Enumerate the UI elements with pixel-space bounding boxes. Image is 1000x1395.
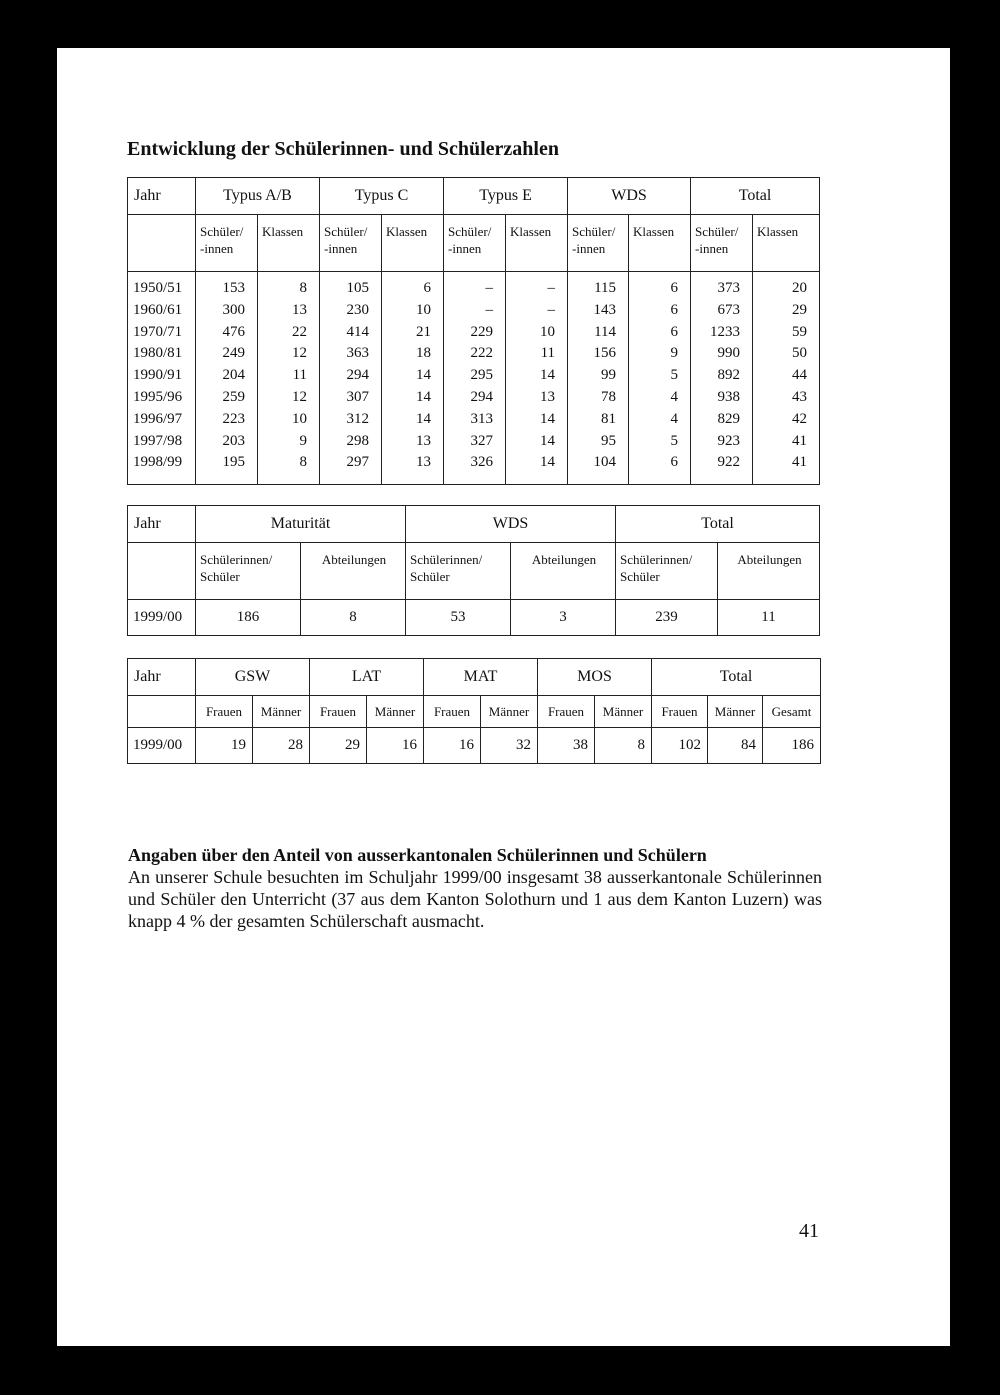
table-row [128, 728, 821, 764]
cell-value: 53 [406, 600, 511, 636]
cell-value: 476 [222, 323, 245, 340]
col-header-jahr: Jahr [128, 506, 196, 543]
cell-value: 44 [792, 367, 808, 384]
subheader-frauen: Frauen [310, 696, 367, 728]
cell-value: 222 [470, 345, 494, 362]
cell-value: 223 [222, 410, 245, 427]
cell-value: 104 [593, 454, 617, 471]
cell-value: 12 [292, 345, 308, 362]
col-header-wds: WDS [406, 506, 616, 543]
cell-value: 84 [708, 728, 763, 764]
cell-year: 1950/51 [133, 280, 183, 296]
cell-value: 18 [416, 345, 432, 362]
cell-value: 9 [299, 432, 308, 449]
subheader-abteilungen: Abteilungen [511, 543, 616, 600]
subheader-abteilungen: Abteilungen [718, 543, 820, 600]
cell-value: 81 [601, 410, 617, 427]
cell-value: 8 [301, 600, 406, 636]
subheader-maenner: Männer [481, 696, 538, 728]
col-header-typus-c: Typus C [320, 178, 444, 215]
cell-value: 29 [792, 301, 808, 318]
cell-value: 14 [416, 367, 432, 384]
subheader-frauen: Frauen [424, 696, 481, 728]
cell-value: 99 [601, 367, 617, 384]
cell-value: 297 [346, 454, 370, 471]
year-column [128, 272, 196, 485]
cell-value: 239 [616, 600, 718, 636]
cell-year: 1960/61 [133, 301, 183, 318]
cell-value: 6 [670, 280, 679, 296]
cell-value: 22 [292, 323, 308, 340]
cell-value: 414 [346, 323, 370, 340]
subheader-klassen: Klassen [258, 215, 320, 272]
cell-value: 143 [593, 301, 617, 318]
cell-value: 13 [292, 301, 308, 318]
cell-value: 204 [222, 367, 245, 384]
value-column [629, 272, 691, 485]
cell-value: 41 [792, 432, 808, 449]
page-number: 41 [799, 1220, 819, 1242]
cell-value: 21 [416, 323, 432, 340]
col-header-lat: LAT [310, 659, 424, 696]
cell-value: 14 [540, 432, 556, 449]
cell-value: – [547, 280, 556, 296]
col-header-mat: MAT [424, 659, 538, 696]
cell-value: 9 [670, 345, 679, 362]
cell-year: 1999/00 [128, 600, 196, 636]
cell-value: 203 [222, 432, 245, 449]
cell-value: 19 [196, 728, 253, 764]
cell-value: 892 [717, 367, 741, 384]
cell-value: 14 [540, 454, 556, 471]
cell-value: 95 [601, 432, 617, 449]
subheader-schueler: Schülerinnen/ Schüler [196, 543, 301, 600]
cell-value: – [485, 280, 494, 296]
section-title: Angaben über den Anteil von ausserkantonalen Schülerinnen und Schülern [128, 845, 707, 865]
cell-year: 1997/98 [133, 432, 183, 449]
cell-year: 1980/81 [133, 345, 183, 362]
value-column [506, 272, 568, 485]
cell-value: 11 [540, 345, 556, 362]
cell-year: 1990/91 [133, 367, 183, 384]
cell-value: 295 [470, 367, 494, 384]
subheader-frauen: Frauen [652, 696, 708, 728]
scan-mark [49, 970, 54, 980]
cell-value: 10 [292, 410, 308, 427]
cell-value: 32 [481, 728, 538, 764]
cell-value: 14 [540, 367, 556, 384]
cell-value: 938 [717, 388, 741, 405]
subheader-klassen: Klassen [629, 215, 691, 272]
subheader-schueler: Schüler/ -innen [444, 215, 506, 272]
col-header-mos: MOS [538, 659, 652, 696]
cell-value: 43 [792, 388, 808, 405]
cell-value: 78 [601, 388, 617, 405]
col-header-typus-e: Typus E [444, 178, 568, 215]
cell-value: 14 [416, 388, 432, 405]
cell-value: 11 [718, 600, 820, 636]
cell-value: 16 [424, 728, 481, 764]
value-column [568, 272, 629, 485]
page-title: Entwicklung der Schülerinnen- und Schülerzahlen [127, 138, 559, 160]
value-column [196, 272, 258, 485]
cell-value: 50 [792, 345, 808, 362]
table-body [128, 272, 820, 485]
cell-value: 186 [196, 600, 301, 636]
cell-value: 6 [670, 323, 679, 340]
col-header-typus-ab: Typus A/B [196, 178, 320, 215]
cell-value: 102 [652, 728, 708, 764]
cell-value: 326 [470, 454, 494, 471]
value-column [258, 272, 320, 485]
cell-value: 327 [470, 432, 494, 449]
cell-value: 990 [717, 345, 741, 362]
subheader-maenner: Männer [595, 696, 652, 728]
cell-value: 10 [416, 301, 432, 318]
subheader-maenner: Männer [708, 696, 763, 728]
scan-mark [50, 1052, 54, 1060]
table-student-development [127, 177, 820, 485]
cell-value: 10 [540, 323, 556, 340]
cell-value: 923 [717, 432, 741, 449]
cell-value: 313 [470, 410, 494, 427]
cell-value: 294 [346, 367, 370, 384]
section-foreign-students [128, 844, 822, 932]
cell-value: 153 [222, 280, 245, 296]
cell-year: 1995/96 [133, 388, 183, 405]
subheader-schueler: Schüler/ -innen [196, 215, 258, 272]
cell-value: 922 [717, 454, 741, 471]
value-column [382, 272, 444, 485]
cell-value: 41 [792, 454, 808, 471]
cell-value: 1233 [710, 323, 741, 340]
subheader-klassen: Klassen [506, 215, 568, 272]
cell-value: 307 [346, 388, 370, 405]
cell-value: 14 [416, 410, 432, 427]
cell-value: 13 [540, 388, 556, 405]
cell-value: 4 [670, 388, 679, 405]
cell-value: 230 [346, 301, 370, 318]
cell-value: 5 [670, 367, 679, 384]
cell-value: 186 [763, 728, 821, 764]
document-page [57, 48, 950, 1346]
cell-value: – [547, 301, 556, 318]
cell-year: 1999/00 [128, 728, 196, 764]
subheader-schueler: Schüler/ -innen [568, 215, 629, 272]
subheader-klassen: Klassen [382, 215, 444, 272]
cell-value: 14 [540, 410, 556, 427]
cell-value: 8 [299, 454, 308, 471]
subheader-schueler: Schülerinnen/ Schüler [406, 543, 511, 600]
cell-value: 29 [310, 728, 367, 764]
value-column [753, 272, 820, 485]
cell-value: 195 [222, 454, 245, 471]
table-row [128, 600, 820, 636]
table-subheader-row [128, 696, 821, 728]
col-header-jahr: Jahr [128, 659, 196, 696]
scan-mark [44, 990, 48, 1006]
table-maturitaet [127, 505, 820, 636]
cell-value: 8 [299, 280, 308, 296]
cell-year: 1998/99 [133, 454, 183, 471]
cell-value: 259 [222, 388, 245, 405]
cell-year: 1970/71 [133, 323, 183, 340]
cell-value: 13 [416, 454, 432, 471]
table-subheader-row [128, 543, 820, 600]
cell-value: 312 [346, 410, 370, 427]
cell-value: 6 [670, 454, 679, 471]
cell-value: 300 [222, 301, 245, 318]
cell-value: 4 [670, 410, 679, 427]
cell-value: 12 [292, 388, 308, 405]
value-column [444, 272, 506, 485]
subheader-klassen: Klassen [753, 215, 820, 272]
cell-value: 115 [594, 280, 617, 296]
value-column [320, 272, 382, 485]
col-header-total: Total [616, 506, 820, 543]
col-header-wds: WDS [568, 178, 691, 215]
cell-value: – [485, 301, 494, 318]
subheader-maenner: Männer [367, 696, 424, 728]
cell-value: 3 [511, 600, 616, 636]
col-header-total: Total [652, 659, 821, 696]
cell-value: 363 [346, 345, 370, 362]
cell-value: 829 [717, 410, 741, 427]
subheader-schueler: Schülerinnen/ Schüler [616, 543, 718, 600]
cell-year: 1996/97 [133, 410, 183, 427]
table-profiles [127, 658, 821, 764]
subheader-gesamt: Gesamt [763, 696, 821, 728]
subheader-schueler: Schüler/ -innen [691, 215, 753, 272]
col-header-jahr: Jahr [128, 178, 196, 215]
cell-value: 294 [470, 388, 494, 405]
cell-value: 105 [346, 280, 370, 296]
cell-value: 156 [593, 345, 617, 362]
cell-value: 16 [367, 728, 424, 764]
subheader-frauen: Frauen [196, 696, 253, 728]
col-header-total: Total [691, 178, 820, 215]
cell-value: 298 [346, 432, 370, 449]
cell-value: 673 [717, 301, 741, 318]
cell-value: 28 [253, 728, 310, 764]
cell-value: 6 [423, 280, 432, 296]
cell-value: 229 [470, 323, 494, 340]
cell-value: 249 [222, 345, 245, 362]
col-header-maturitaet: Maturität [196, 506, 406, 543]
cell-value: 11 [292, 367, 308, 384]
table-subheader-row [128, 215, 820, 272]
col-header-gsw: GSW [196, 659, 310, 696]
cell-value: 13 [416, 432, 432, 449]
cell-value: 6 [670, 301, 679, 318]
cell-value: 373 [717, 280, 741, 296]
cell-value: 5 [670, 432, 679, 449]
cell-value: 20 [792, 280, 808, 296]
cell-value: 38 [538, 728, 595, 764]
subheader-schueler: Schüler/ -innen [320, 215, 382, 272]
subheader-abteilungen: Abteilungen [301, 543, 406, 600]
subheader-frauen: Frauen [538, 696, 595, 728]
subheader-maenner: Männer [253, 696, 310, 728]
value-column [691, 272, 753, 485]
cell-value: 42 [792, 410, 808, 427]
cell-value: 8 [595, 728, 652, 764]
cell-value: 59 [792, 323, 808, 340]
cell-value: 114 [594, 323, 617, 340]
section-body: An unserer Schule besuchten im Schuljahr 1999/00 insgesamt 38 ausserkantonale Schülerinnen und Schüler den Unterricht (37 aus dem Kanton Solothurn und 1 aus dem Kanton Luzern) was knapp 4 % der gesamten Schülerschaft ausmacht. [128, 867, 822, 931]
